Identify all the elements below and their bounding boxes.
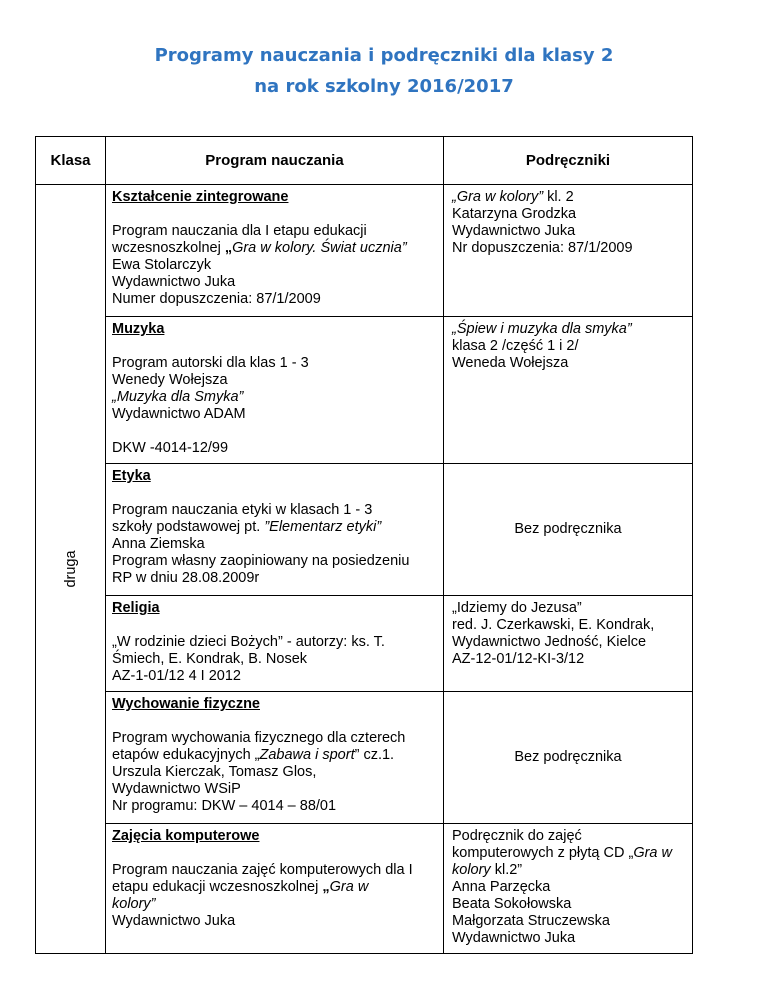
table-header-row [36, 137, 693, 185]
book-line: Beata Sokołowska [452, 896, 572, 912]
program-line: Wydawnictwo ADAM [112, 406, 246, 422]
program-line: AZ-1-01/12 4 I 2012 [112, 668, 241, 684]
subject-heading: Etyka [112, 468, 151, 484]
book-line: red. J. Czerkawski, E. Kondrak, [452, 617, 655, 633]
program-cell [106, 596, 444, 692]
book-cell [444, 596, 693, 692]
table-row [36, 692, 693, 824]
program-line: Wenedy Wołejsza [112, 372, 228, 388]
program-line: Program nauczania dla I etapu edukacji [112, 223, 367, 239]
book-line: Małgorzata Struczewska [452, 913, 610, 929]
subject-heading: Muzyka [112, 321, 165, 337]
program-line: kolory” [112, 896, 156, 912]
book-line: Weneda Wołejsza [452, 355, 569, 371]
program-line: Program własny zaopiniowany na posiedzeniu [112, 553, 410, 569]
table-row [36, 596, 693, 692]
subject-heading: Religia [112, 600, 160, 616]
book-line: klasa 2 /część 1 i 2/ [452, 338, 579, 354]
header-podreczniki: Podręczniki [444, 137, 693, 185]
book-line: AZ-12-01/12-KI-3/12 [452, 651, 585, 667]
program-line: Wydawnictwo WSiP [112, 781, 241, 797]
program-cell [106, 464, 444, 596]
table-row [36, 185, 693, 317]
header-klasa: Klasa [36, 137, 106, 185]
book-line: Wydawnictwo Jedność, Kielce [452, 634, 647, 650]
program-line: Śmiech, E. Kondrak, B. Nosek [112, 651, 308, 667]
book-cell [444, 317, 693, 464]
program-line: szkoły podstawowej pt. ”Elementarz etyki” [112, 519, 382, 535]
klasa-value: druga [62, 550, 79, 588]
book-line: Wydawnictwo Juka [452, 223, 576, 239]
book-cell [444, 824, 693, 954]
program-line: DKW -4014-12/99 [112, 440, 229, 456]
book-line: komputerowych z płytą CD „Gra w [452, 845, 672, 861]
book-line: Anna Parzęcka [452, 879, 551, 895]
book-line: Katarzyna Grodzka [452, 206, 577, 222]
table-row [36, 824, 693, 954]
table-row [36, 317, 693, 464]
subject-heading: Zajęcia komputerowe [112, 828, 260, 844]
program-line: „W rodzinie dzieci Bożych” - autorzy: ks. T. [112, 634, 385, 650]
book-line: Bez podręcznika [514, 749, 622, 765]
document-title [0, 40, 768, 102]
program-line: etapów edukacyjnych „Zabawa i sport” cz.1. [112, 747, 395, 763]
klasa-cell [36, 185, 106, 954]
program-line: Anna Ziemska [112, 536, 205, 552]
table-row [36, 464, 693, 596]
program-cell [106, 692, 444, 824]
program-line: Wydawnictwo Juka [112, 274, 236, 290]
program-line: Ewa Stolarczyk [112, 257, 212, 273]
subject-heading: Wychowanie fizyczne [112, 696, 260, 712]
book-line: Bez podręcznika [514, 521, 622, 537]
program-line: Program nauczania zajęć komputerowych dla I [112, 862, 413, 878]
program-line: Urszula Kierczak, Tomasz Glos, [112, 764, 317, 780]
program-line: Program wychowania fizycznego dla czterech [112, 730, 406, 746]
book-cell [444, 185, 693, 317]
subject-heading: Kształcenie zintegrowane [112, 189, 289, 205]
book-line: „Śpiew i muzyka dla smyka” [452, 321, 632, 337]
header-program: Program nauczania [106, 137, 444, 185]
title-line-1: Programy nauczania i podręczniki dla klasy 2 [154, 45, 614, 66]
program-line: wczesnoszkolnej „Gra w kolory. Świat ucznia” [112, 240, 407, 256]
book-line: kolory kl.2” [452, 862, 523, 878]
book-line: „Gra w kolory” kl. 2 [452, 189, 574, 205]
program-line: Numer dopuszczenia: 87/1/2009 [112, 291, 321, 307]
book-line: „Idziemy do Jezusa” [452, 600, 582, 616]
program-line: Program nauczania etyki w klasach 1 - 3 [112, 502, 373, 518]
program-line: Program autorski dla klas 1 - 3 [112, 355, 309, 371]
program-line: etapu edukacji wczesnoszkolnej „Gra w [112, 879, 369, 895]
program-cell [106, 317, 444, 464]
title-line-2: na rok szkolny 2016/2017 [254, 76, 514, 97]
program-line: „Muzyka dla Smyka” [112, 389, 244, 405]
program-line: RP w dniu 28.08.2009r [112, 570, 260, 586]
book-line: Nr dopuszczenia: 87/1/2009 [452, 240, 633, 256]
book-cell [444, 692, 693, 824]
program-line: Nr programu: DKW – 4014 – 88/01 [112, 798, 337, 814]
curriculum-table [35, 136, 693, 954]
book-line: Podręcznik do zajęć [452, 828, 582, 844]
book-cell [444, 464, 693, 596]
program-cell [106, 824, 444, 954]
book-line: Wydawnictwo Juka [452, 930, 576, 946]
program-line: Wydawnictwo Juka [112, 913, 236, 929]
program-cell [106, 185, 444, 317]
